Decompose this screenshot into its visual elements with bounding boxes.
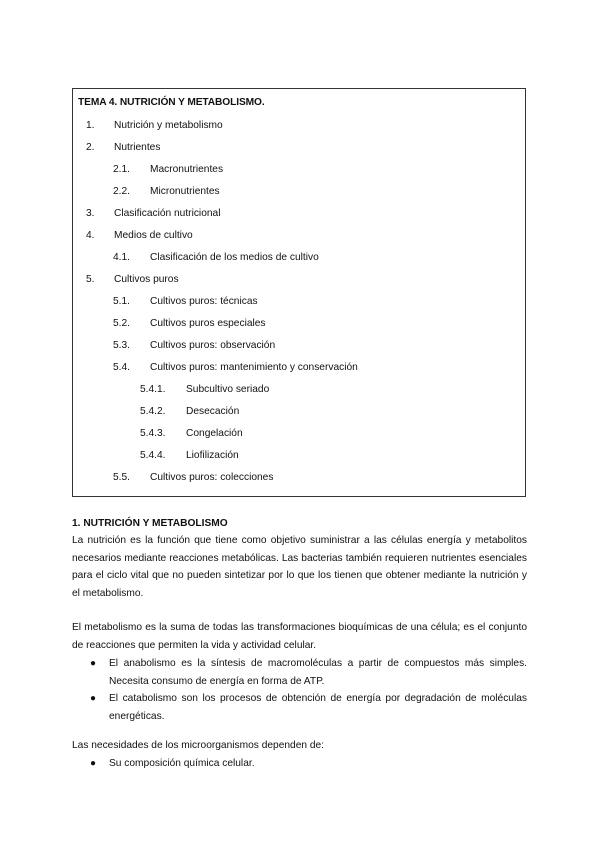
toc-item-number: 2. [86, 142, 95, 153]
toc-item-label: Cultivos puros especiales [150, 318, 266, 329]
toc-item-label: Cultivos puros: observación [150, 340, 276, 351]
bullet-icon: ● [90, 658, 97, 669]
table-of-contents [72, 88, 526, 497]
toc-item-number: 5.4.3. [140, 428, 166, 439]
toc-item-label: Liofilización [186, 450, 239, 461]
toc-item-label: Cultivos puros [114, 274, 179, 285]
toc-item-label: Desecación [186, 406, 240, 417]
toc-item-label: Cultivos puros: técnicas [150, 296, 258, 307]
toc-item-number: 4.1. [113, 252, 130, 263]
toc-item-label: Clasificación de los medios de cultivo [150, 252, 319, 263]
list-item-text: Su composición química celular. [109, 758, 255, 769]
toc-item-label: Congelación [186, 428, 243, 439]
toc-item-number: 1. [86, 120, 95, 131]
toc-item-number: 5.4.4. [140, 450, 166, 461]
toc-item-label: Cultivos puros: colecciones [150, 472, 274, 483]
section-heading: 1. NUTRICIÓN Y METABOLISMO [72, 518, 228, 529]
toc-item-label: Micronutrientes [150, 186, 220, 197]
toc-item-number: 5.3. [113, 340, 130, 351]
toc-item-number: 4. [86, 230, 95, 241]
toc-item-number: 2.1. [113, 164, 130, 175]
toc-title: TEMA 4. NUTRICIÓN Y METABOLISMO. [78, 97, 265, 108]
toc-item-number: 5.5. [113, 472, 130, 483]
toc-item-label: Cultivos puros: mantenimiento y conservación [150, 362, 358, 373]
list-item-text: El anabolismo es la síntesis de macromoléculas a partir de compuestos más simples. Necesita consumo de energía en forma de ATP. [109, 658, 527, 687]
toc-item-number: 5. [86, 274, 95, 285]
bullet-icon: ● [90, 758, 97, 769]
toc-item-label: Nutrición y metabolismo [114, 120, 223, 131]
toc-item-number: 5.4.2. [140, 406, 166, 417]
toc-item-label: Clasificación nutricional [114, 208, 221, 219]
toc-item-label: Medios de cultivo [114, 230, 193, 241]
toc-item-number: 5.2. [113, 318, 130, 329]
paragraph-necesidades: Las necesidades de los microorganismos dependen de: [72, 740, 325, 751]
paragraph-nutricion: La nutrición es la función que tiene como objetivo suministrar a las células energía y metabolitos necesarios mediante reacciones metabólicas. Las bacterias también requieren nutrientes esenciales para el ciclo vital que no pueden sintetizar por lo que los tienen que obtener mediante la nutrición y el metabolismo. [72, 535, 527, 599]
toc-item-number: 5.4. [113, 362, 130, 373]
toc-item-number: 3. [86, 208, 95, 219]
toc-item-label: Nutrientes [114, 142, 161, 153]
toc-item-label: Macronutrientes [150, 164, 224, 175]
paragraph-metabolismo: El metabolismo es la suma de todas las transformaciones bioquímicas de una célula; es el conjunto de reacciones que permiten la vida y actividad celular. [72, 622, 527, 651]
toc-item-number: 5.4.1. [140, 384, 166, 395]
toc-item-number: 2.2. [113, 186, 130, 197]
bullet-icon: ● [90, 693, 97, 704]
list-item-text: El catabolismo son los procesos de obtención de energía por degradación de moléculas energéticas. [109, 693, 527, 722]
toc-item-label: Subcultivo seriado [186, 384, 270, 395]
toc-item-number: 5.1. [113, 296, 130, 307]
